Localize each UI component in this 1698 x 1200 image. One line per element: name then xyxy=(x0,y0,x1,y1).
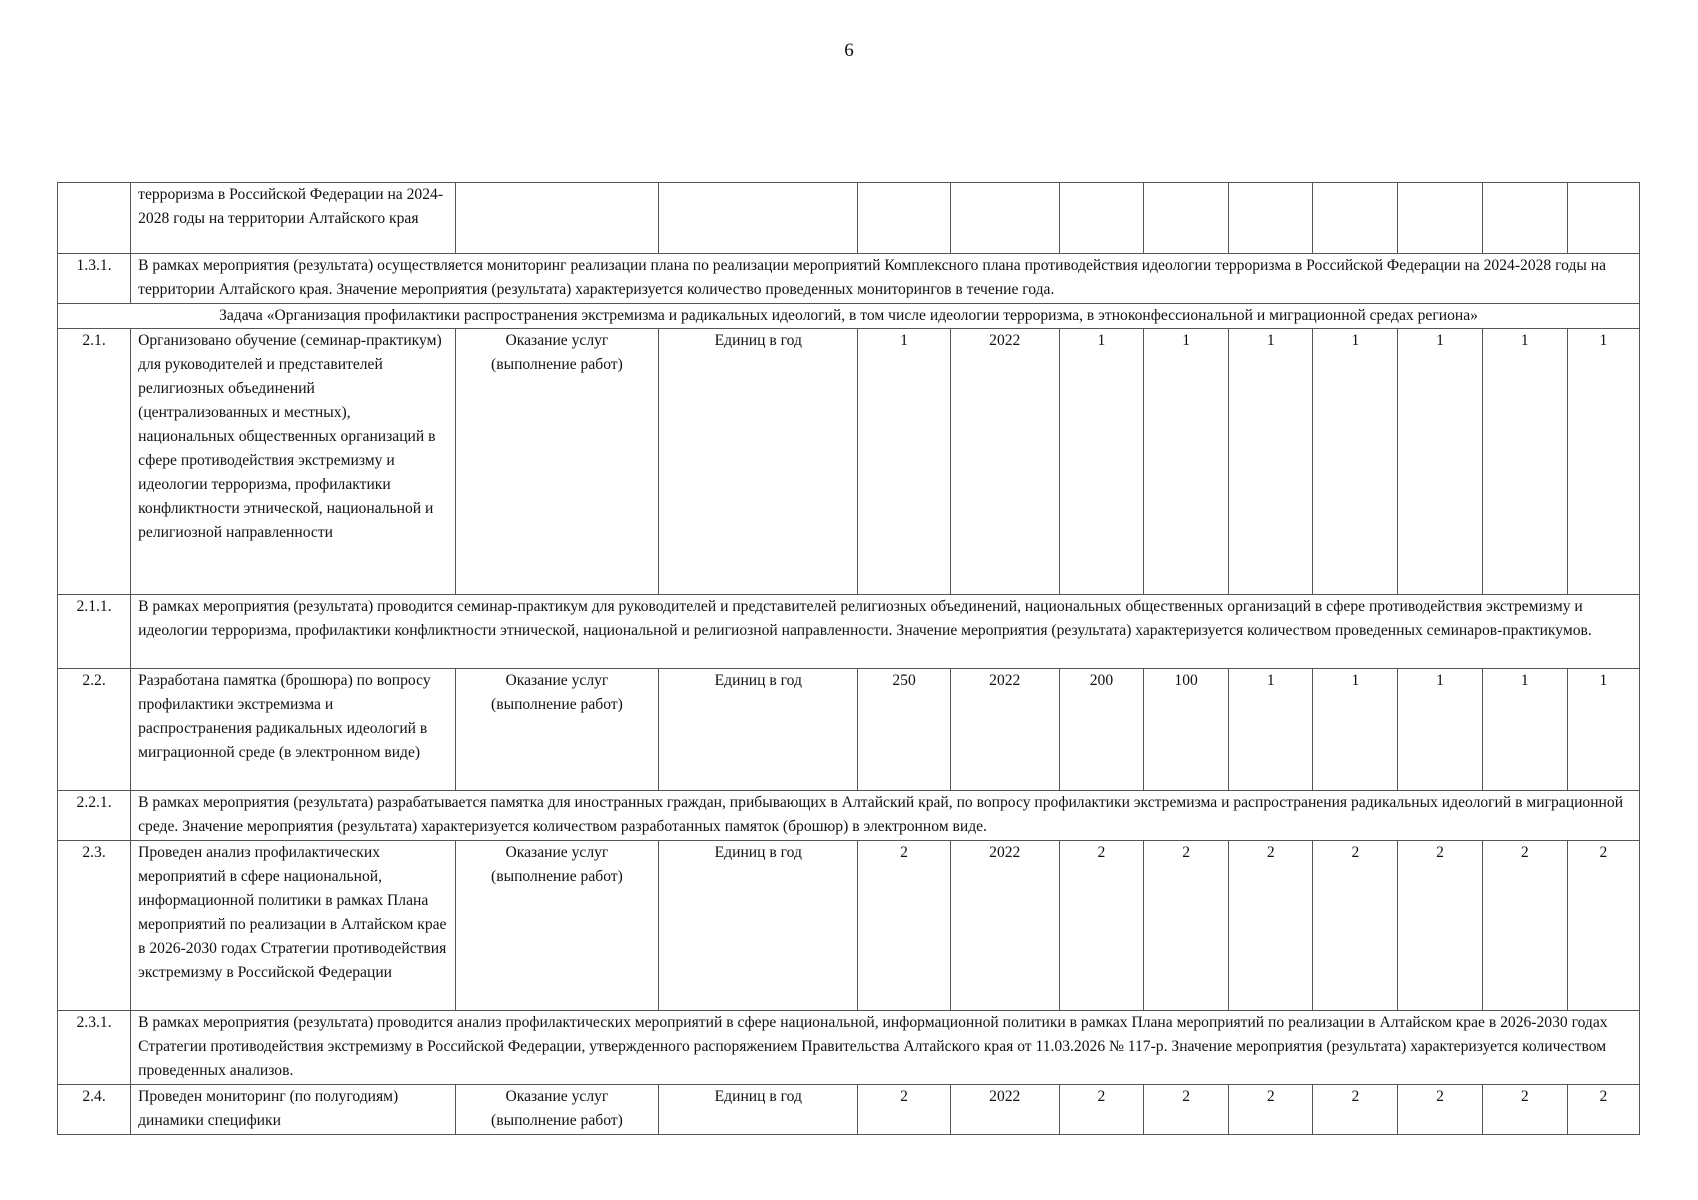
value-cell: 2 xyxy=(1229,841,1313,1011)
value-cell: 100 xyxy=(1144,669,1229,791)
task-heading: Задача «Организация профилактики распространения экстремизма и радикальных идеологий, в том числе идеологии терроризма, в этноконфессиональной и миграционной средах региона» xyxy=(58,304,1640,329)
value-cell: 1 xyxy=(1482,669,1567,791)
value-cell: 2 xyxy=(1398,841,1482,1011)
value-cell: 250 xyxy=(858,669,950,791)
value-cell: 2 xyxy=(1567,1085,1639,1135)
base-year-cell: 2022 xyxy=(950,1085,1059,1135)
task-row xyxy=(58,304,1640,329)
row-number-cell xyxy=(58,183,131,254)
table-row xyxy=(58,1085,1640,1135)
row-number-cell: 2.3. xyxy=(58,841,131,1011)
measure-type-cell: Оказание услуг (выполнение работ) xyxy=(455,1085,658,1135)
base-year-cell: 2022 xyxy=(950,329,1059,595)
unit-cell: Единиц в год xyxy=(659,841,858,1011)
value-cell: 2 xyxy=(1567,841,1639,1011)
measure-type-cell: Оказание услуг (выполнение работ) xyxy=(455,669,658,791)
value-cell: 1 xyxy=(1059,329,1143,595)
row-number-cell: 2.3.1. xyxy=(58,1011,131,1085)
value-cell: 2 xyxy=(1059,1085,1143,1135)
unit-cell: Единиц в год xyxy=(659,669,858,791)
value-cell: 2 xyxy=(858,1085,950,1135)
row-number-cell: 2.1.1. xyxy=(58,595,131,669)
row-number-cell: 2.4. xyxy=(58,1085,131,1135)
unit-cell: Единиц в год xyxy=(659,1085,858,1135)
description-cell: В рамках мероприятия (результата) разрабатывается памятка для иностранных граждан, прибывающих в Алтайский край, по вопросу профилактики экстремизма и распространения радикальных идеологий в миграционной среде. Значение мероприятия (результата) характеризуется количеством разработанных памяток (брошюр) в электронном виде. xyxy=(131,791,1640,841)
value-cell: 1 xyxy=(1482,329,1567,595)
measure-name-cell: терроризма в Российской Федерации на 2024-2028 годы на территории Алтайского края xyxy=(131,183,456,254)
value-cell: 2 xyxy=(1398,1085,1482,1135)
table-row xyxy=(58,669,1640,791)
value-cell: 1 xyxy=(1567,329,1639,595)
value-cell: 2 xyxy=(1313,841,1398,1011)
value-cell: 2 xyxy=(1313,1085,1398,1135)
value-cell: 2 xyxy=(1229,1085,1313,1135)
description-row xyxy=(58,791,1640,841)
table-row xyxy=(58,841,1640,1011)
measures-table xyxy=(57,182,1640,1135)
value-cell: 1 xyxy=(1398,329,1482,595)
description-row xyxy=(58,1011,1640,1085)
value-cell: 2 xyxy=(1482,1085,1567,1135)
value-cell: 200 xyxy=(1059,669,1143,791)
measure-name-cell: Разработана памятка (брошюра) по вопросу профилактики экстремизма и распространения радикальных идеологий в миграционной среде (в электронном виде) xyxy=(131,669,456,791)
measure-name-cell: Проведен мониторинг (по полугодиям) динамики специфики xyxy=(131,1085,456,1135)
value-cell: 1 xyxy=(1229,669,1313,791)
value-cell: 2 xyxy=(1059,841,1143,1011)
measure-type-cell: Оказание услуг (выполнение работ) xyxy=(455,841,658,1011)
row-number-cell: 2.2. xyxy=(58,669,131,791)
description-cell: В рамках мероприятия (результата) осуществляется мониторинг реализации плана по реализации мероприятий Комплексного плана противодействия идеологии терроризма в Российской Федерации на 2024-2028 годы на территории Алтайского края. Значение мероприятия (результата) характеризуется количество проведенных мониторингов в течение года. xyxy=(131,254,1640,304)
description-cell: В рамках мероприятия (результата) проводится семинар-практикум для руководителей и представителей религиозных объединений, национальных общественных организаций в сфере противодействия экстремизму и идеологии терроризма, профилактики конфликтности этнической, национальной и религиозной направленности. Значение мероприятия (результата) характеризуется количеством проведенных семинаров-практикумов. xyxy=(131,595,1640,669)
description-cell: В рамках мероприятия (результата) проводится анализ профилактических мероприятий в сфере национальной, информационной политики в рамках Плана мероприятий по реализации в Алтайском крае в 2026-2030 годах Стратегии противодействия экстремизму в Российской Федерации, утвержденного распоряжением Правительства Алтайского края от 11.03.2026 № 117-р. Значение мероприятия (результата) характеризуется количеством проведенных анализов. xyxy=(131,1011,1640,1085)
value-cell: 1 xyxy=(1567,669,1639,791)
measure-type-cell: Оказание услуг (выполнение работ) xyxy=(455,329,658,595)
value-cell: 2 xyxy=(1144,841,1229,1011)
page-number: 6 xyxy=(844,40,854,61)
measure-name-cell: Проведен анализ профилактических мероприятий в сфере национальной, информационной политики в рамках Плана мероприятий по реализации в Алтайском крае в 2026-2030 годах Стратегии противодействия экстремизму в Российской Федерации xyxy=(131,841,456,1011)
unit-cell: Единиц в год xyxy=(659,329,858,595)
row-number-cell: 2.1. xyxy=(58,329,131,595)
value-cell: 2 xyxy=(1482,841,1567,1011)
table-row xyxy=(58,329,1640,595)
value-cell: 1 xyxy=(858,329,950,595)
value-cell: 2 xyxy=(1144,1085,1229,1135)
measure-name-cell: Организовано обучение (семинар-практикум) для руководителей и представителей религиозных объединений (централизованных и местных), национальных общественных организаций в сфере противодействия экстремизму и идеологии терроризма, профилактики конфликтности этнической, национальной и религиозной направленности xyxy=(131,329,456,595)
value-cell: 1 xyxy=(1398,669,1482,791)
description-row xyxy=(58,254,1640,304)
value-cell: 1 xyxy=(1313,329,1398,595)
description-row xyxy=(58,595,1640,669)
value-cell: 1 xyxy=(1229,329,1313,595)
table-row xyxy=(58,183,1640,254)
value-cell: 1 xyxy=(1313,669,1398,791)
base-year-cell: 2022 xyxy=(950,669,1059,791)
row-number-cell: 1.3.1. xyxy=(58,254,131,304)
value-cell: 2 xyxy=(858,841,950,1011)
value-cell: 1 xyxy=(1144,329,1229,595)
base-year-cell: 2022 xyxy=(950,841,1059,1011)
row-number-cell: 2.2.1. xyxy=(58,791,131,841)
